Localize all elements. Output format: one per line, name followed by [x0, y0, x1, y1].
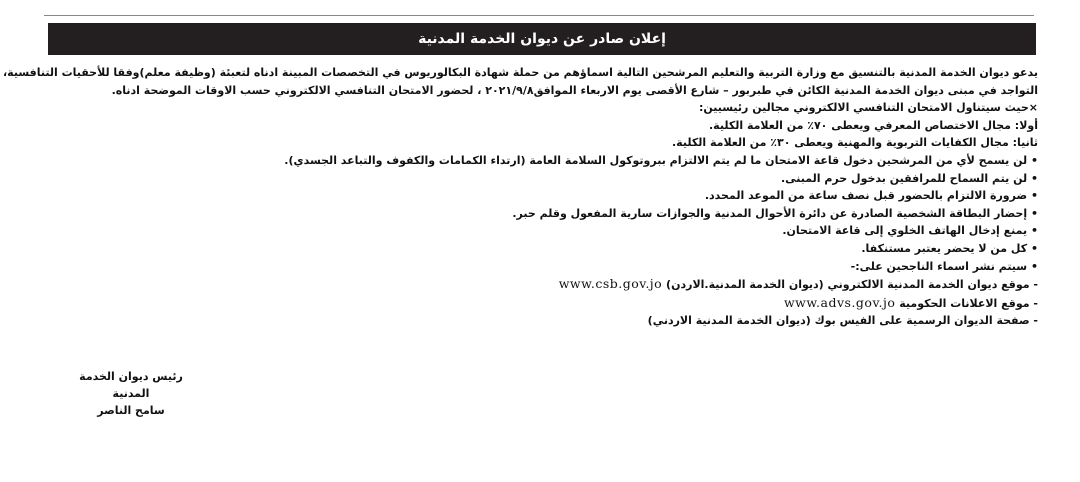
site-csb-label: موقع ديوان الخدمة المدنية الالكتروني (ديوان الخدمة المدنية.الاردن) [666, 278, 1030, 292]
site-csb [38, 275, 1038, 294]
announcement-title-bar [48, 23, 1036, 55]
bullet-results-published: • سيتم نشر اسماء الناجحين على:- [38, 258, 1038, 276]
exam-fields-heading: ×حيث سيتناول الامتحان التنافسي الالكتروني مجالين رئيسيين: [698, 101, 1038, 115]
site-advs [38, 294, 1038, 313]
exam-field-first: أولا: مجال الاختصاص المعرفي ويعطى ٧٠٪ من العلامة الكلية. [708, 118, 1038, 132]
site-advs-label: موقع الاعلانات الحكومية [899, 296, 1030, 310]
intro-line-2: التواجد في مبنى ديوان الخدمة المدنية الكائن في طبربور – شارع الأقصى يوم الاربعاء الموافق٢٠٢١/٩/٨ ، لحضور الامتحان التنافسي الالكتروني حسب الاوقات الموضحة ادناه. [111, 83, 1038, 97]
site-advs-url[interactable]: www.advs.gov.jo [783, 294, 896, 310]
site-facebook [38, 312, 1038, 330]
signature-name: سامح الناصر [97, 404, 165, 417]
bullet-absence: • كل من لا يحضر يعتبر مستنكفا. [38, 240, 1038, 258]
exam-field-second: ثانيا: مجال الكفايات التربوية والمهنية ويعطى ٣٠٪ من العلامة الكلية. [672, 136, 1038, 150]
signature-block [66, 368, 196, 419]
bullet-no-phones: • يمنع إدخال الهاتف الخلوي إلى قاعة الامتحان. [38, 222, 1038, 240]
site-facebook-label: صفحة الديوان الرسمية على الفيس بوك (ديوان الخدمة المدنية الاردني) [647, 314, 1030, 328]
bullet-bring-id: • إحضار البطاقة الشخصية الصادرة عن دائرة الأحوال المدنية والجوازات سارية المفعول وقلم حبر. [38, 205, 1038, 223]
signature-position: رئيس ديوان الخدمة المدنية [79, 370, 183, 400]
site-csb-url[interactable]: www.csb.gov.jo [558, 276, 663, 292]
top-rule [44, 15, 1034, 16]
announcement-body [3, 64, 1038, 330]
bullet-arrive-early: • ضرورة الالتزام بالحضور قبل نصف ساعة من الموعد المحدد. [38, 187, 1038, 205]
announcement-title: إعلان صادر عن ديوان الخدمة المدنية [418, 31, 666, 47]
intro-line-1: يدعو ديوان الخدمة المدنية بالتنسيق مع وزارة التربية والتعليم المرشحين التالية اسماؤهم من حملة شهادة البكالوريوس في التخصصات المبينة ادناه لتعبئة (وظيفة معلم)وفقا للأحقيات التنافسية، [3, 66, 1038, 79]
bullet-no-companions: • لن يتم السماح للمرافقين بدخول حرم المبنى. [38, 170, 1038, 188]
bullet-safety-protocol: • لن يسمح لأي من المرشحين دخول قاعة الامتحان ما لم يتم الالتزام ببروتوكول السلامة العامة (ارتداء الكمامات والكفوف والتباعد الجسدي). [38, 152, 1038, 170]
